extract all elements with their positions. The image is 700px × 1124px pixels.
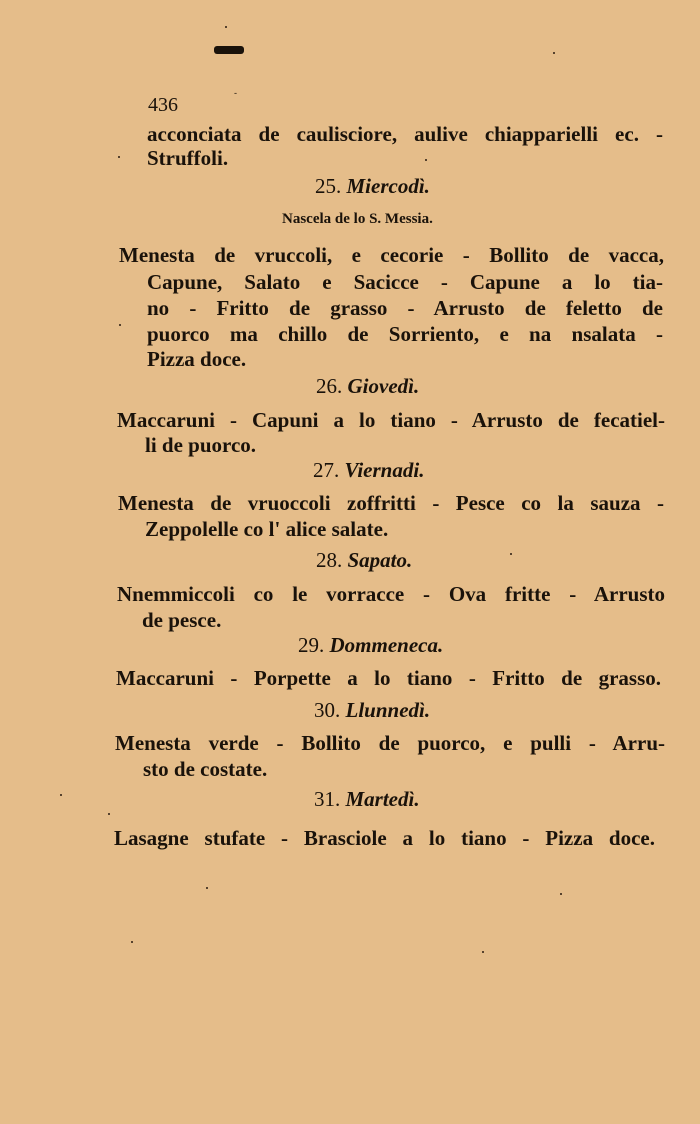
small-mark: - bbox=[234, 89, 238, 99]
day-heading-26 bbox=[316, 374, 419, 399]
menu-line: Menesta de vruccoli, e cecorie - Bollito de vacca, bbox=[119, 243, 664, 267]
paper-speck bbox=[425, 159, 427, 161]
day-number: 31. bbox=[314, 787, 341, 811]
paper-speck bbox=[560, 893, 562, 895]
paper-speck bbox=[119, 324, 121, 326]
menu-line: Zeppolelle co l' alice salate. bbox=[145, 517, 389, 541]
menu-line: sto de costate. bbox=[143, 757, 268, 781]
menu-line: no - Fritto de grasso - Arrusto de feletto de bbox=[147, 296, 663, 320]
day-heading-30 bbox=[314, 698, 430, 723]
day-name: Dommeneca. bbox=[329, 633, 444, 657]
menu-line: Menesta verde - Bollito de puorco, e pulli - Arru- bbox=[115, 731, 665, 755]
intro-line-2: Struffoli. bbox=[147, 146, 229, 170]
paper-speck bbox=[60, 794, 62, 796]
page-number: 436 bbox=[148, 94, 178, 116]
paper-speck bbox=[206, 887, 208, 889]
menu-line: li de puorco. bbox=[145, 433, 257, 457]
day-heading-28 bbox=[316, 548, 412, 573]
day-name: Viernadi. bbox=[344, 458, 425, 482]
day-heading-25 bbox=[315, 174, 430, 199]
menu-line: Maccaruni - Capuni a lo tiano - Arrusto de fecatiel- bbox=[117, 408, 665, 432]
paper-speck bbox=[482, 951, 484, 953]
paper-speck bbox=[118, 156, 120, 158]
day-name: Llunnedì. bbox=[345, 698, 431, 722]
paper-speck bbox=[225, 26, 227, 28]
menu-line: Maccaruni - Porpette a lo tiano - Fritto de grasso. bbox=[116, 666, 661, 690]
menu-line: Menesta de vruoccoli zoffritti - Pesce co la sauza - bbox=[118, 491, 664, 515]
menu-line: Nnemmiccoli co le vorracce - Ova fritte - Arrusto bbox=[117, 582, 665, 606]
day-number: 29. bbox=[298, 633, 325, 657]
printer-mark bbox=[214, 46, 244, 54]
day-number: 27. bbox=[313, 458, 340, 482]
paper-speck bbox=[131, 941, 133, 943]
menu-line: Lasagne stufate - Brasciole a lo tiano - Pizza doce. bbox=[114, 826, 655, 850]
menu-line: de pesce. bbox=[142, 608, 222, 632]
day-name: Sapato. bbox=[347, 548, 413, 572]
day-name: Giovedì. bbox=[347, 374, 420, 398]
day-heading-29 bbox=[298, 633, 443, 658]
menu-line: Capune, Salato e Sacicce - Capune a lo tia- bbox=[147, 270, 663, 294]
day-number: 28. bbox=[316, 548, 343, 572]
day-heading-27 bbox=[313, 458, 424, 483]
intro-line-1: acconciata de caulisciore, aulive chiapparielli ec. - bbox=[147, 122, 663, 146]
menu-line: Pizza doce. bbox=[147, 347, 247, 371]
day-name: Miercodì. bbox=[346, 174, 430, 198]
day-number: 30. bbox=[314, 698, 341, 722]
day-number: 25. bbox=[315, 174, 342, 198]
day-number: 26. bbox=[316, 374, 343, 398]
paper-speck bbox=[510, 553, 512, 555]
menu-line: puorco ma chillo de Sorriento, e na nsalata - bbox=[147, 322, 663, 346]
feast-subtitle: Nascela de lo S. Messia. bbox=[282, 211, 433, 227]
day-heading-31 bbox=[314, 787, 420, 812]
paper-speck bbox=[553, 52, 555, 54]
paper-speck bbox=[108, 813, 110, 815]
day-name: Martedì. bbox=[345, 787, 420, 811]
